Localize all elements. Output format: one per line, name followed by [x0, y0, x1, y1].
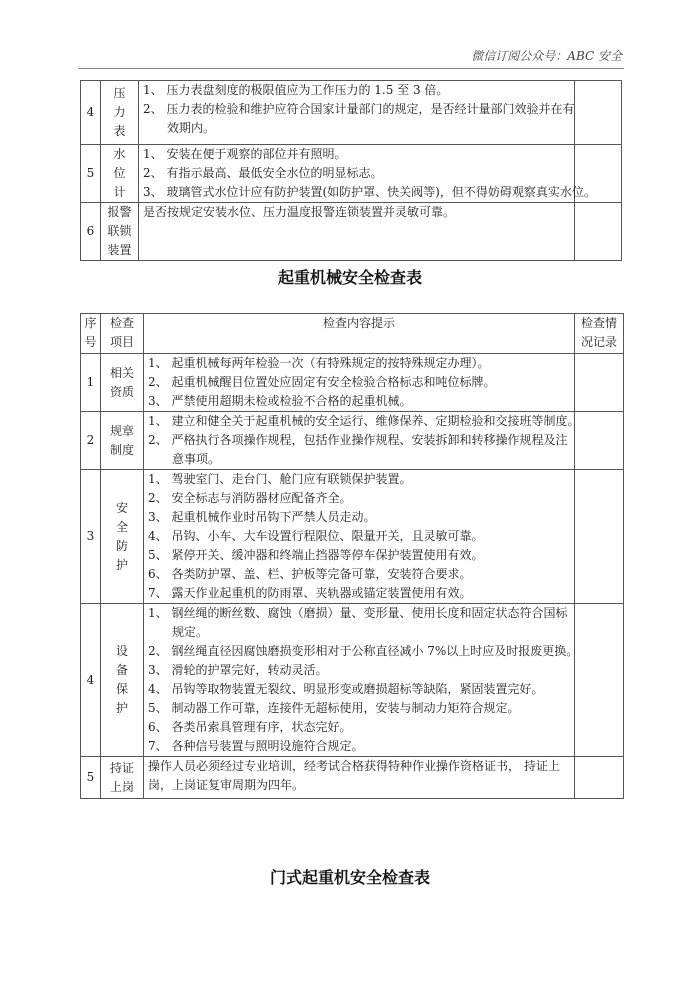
check-content-line: 6、 各类防护罩、盖、栏、护板等完备可靠，安装符合要求。 [148, 567, 472, 581]
check-item-text: 护 [115, 701, 128, 715]
crane-check-table [80, 313, 624, 799]
row-number: 4 [81, 604, 101, 757]
table-row [81, 412, 624, 470]
header-record: 检查情 况记录 [575, 314, 624, 354]
check-content-line: 3、 滑轮的护罩完好，转动灵活。 [148, 663, 328, 677]
check-content [139, 203, 575, 261]
row-number: 6 [81, 203, 101, 261]
check-content-line: 5、 制动器工作可靠，连接件无超标使用，安装与制动力矩符合规定。 [148, 701, 520, 715]
check-content-line: 4、 吊钩等取物装置无裂纹、明显形变或磨损超标等缺陷，紧固装置完好。 [148, 682, 544, 696]
check-item-text: 资质 [109, 384, 134, 399]
check-content-line: 2、 钢丝绳直径因腐蚀磨损变形相对于公称直径减小 7%以上时应及时报废更换。 [148, 644, 579, 658]
check-item-text: 保 [115, 682, 128, 696]
row-number: 3 [81, 470, 101, 604]
check-content [139, 81, 575, 145]
check-content-line: 1、 建立和健全关于起重机械的安全运行、维修保养、定期检验和交接班等制度。 [148, 414, 580, 428]
check-item [101, 604, 144, 757]
check-content-line: 3、 起重机械作业时吊钩下严禁人员走动。 [148, 510, 376, 524]
check-content-line: 3、 玻璃管式水位计应有防护装置(如防护罩、快关阀等)，但不得妨碍观察真实水位。 [143, 185, 596, 199]
check-content-line: 操作人员必须经过专业培训，经考试合格获得特种作业操作资格证书， 持证上 [148, 759, 560, 773]
check-item-text: 压 [113, 86, 126, 100]
check-item-text: 制度 [109, 442, 134, 457]
inspection-record-cell[interactable] [575, 81, 622, 145]
section-title-crane: 起重机械安全检查表 [277, 268, 422, 287]
check-content [144, 757, 575, 799]
check-content-line: 7、 露天作业起重机的防雨罩、夹轨器或锚定装置使用有效。 [148, 586, 472, 600]
check-item-text: 防 [115, 538, 128, 553]
check-content-line: 2、 有指示最高、最低安全水位的明显标志。 [143, 166, 383, 180]
check-content-line: 1、 钢丝绳的断丝数、腐蚀（磨损）量、变形量、使用长度和固定状态符合国标 [148, 606, 568, 620]
check-content-line: 是否按规定安装水位、压力温度报警连锁装置并灵敏可靠。 [143, 205, 456, 219]
check-item-text: 设 [115, 644, 128, 658]
table-row [81, 470, 624, 604]
check-item [101, 354, 144, 412]
table-header-row [81, 314, 624, 354]
check-item [101, 81, 139, 145]
check-content-line: 2、 安全标志与消防器材应配备齐全。 [148, 491, 352, 505]
section-title-gantry-crane: 门式起重机安全检查表 [269, 868, 430, 887]
check-content-line: 2、 起重机械醒目位置处应固定有安全检验合格标志和吨位标牌。 [148, 375, 496, 389]
row-number: 2 [81, 412, 101, 470]
table-row [81, 354, 624, 412]
inspection-record-cell[interactable] [575, 757, 624, 799]
row-number: 5 [81, 757, 101, 799]
check-item-text: 上岗 [109, 779, 134, 794]
inspection-record-cell[interactable] [575, 412, 624, 470]
check-content-line: 6、 各类吊索具管理有序，状态完好。 [148, 720, 352, 734]
inspection-record-cell[interactable] [575, 470, 624, 604]
check-item-text: 持证 [109, 760, 134, 775]
table-row [81, 757, 624, 799]
table-row [81, 145, 622, 203]
check-item-text: 规章 [109, 423, 134, 438]
header-divider [78, 68, 624, 69]
inspection-record-cell[interactable] [575, 604, 624, 757]
header-note: 微信订阅公众号：ABC 安全 [471, 49, 622, 63]
check-item-text: 联锁 [107, 224, 132, 238]
check-content-line: 3、 严禁使用超期未检或检验不合格的起重机械。 [148, 394, 412, 408]
check-item [101, 757, 144, 799]
check-content-line: 效期内。 [167, 121, 216, 135]
row-number: 4 [81, 81, 101, 145]
check-content-line: 规定。 [172, 625, 209, 639]
row-number: 5 [81, 145, 101, 203]
check-content [144, 604, 579, 757]
boiler-check-table-continued [80, 80, 622, 261]
check-item-text: 力 [113, 105, 126, 119]
table-row [81, 203, 622, 261]
row-number: 1 [81, 354, 101, 412]
check-content [144, 354, 575, 412]
check-content-line: 2、 严格执行各项操作规程，包括作业操作规程、安装拆卸和转移操作规程及注 [148, 433, 568, 447]
check-item-text: 水 [113, 147, 126, 161]
check-item [101, 145, 139, 203]
check-item-text: 相关 [109, 365, 134, 380]
inspection-record-cell[interactable] [575, 203, 622, 261]
check-content-line: 4、 吊钩、小车、大车设置行程限位、限量开关，且灵敏可靠。 [148, 529, 484, 543]
check-content-line: 1、 安装在便于观察的部位并有照明。 [143, 147, 347, 161]
check-item-text: 表 [113, 124, 126, 138]
check-item [101, 470, 144, 604]
inspection-record-cell[interactable] [575, 354, 624, 412]
table-row [81, 81, 622, 145]
check-content [144, 470, 575, 604]
check-item [101, 203, 139, 261]
check-content-line: 1、 驾驶室门、走台门、舱门应有联锁保护装置。 [148, 472, 412, 486]
check-item [101, 412, 144, 470]
table-row [81, 604, 624, 757]
check-content-line: 意事项。 [172, 452, 221, 466]
check-item-text: 装置 [107, 243, 132, 257]
header-item: 检查 项目 [101, 314, 144, 354]
check-item-text: 全 [115, 519, 128, 534]
check-item-text: 安 [115, 500, 128, 515]
check-content-line: 1、 起重机械每两年检验一次（有特殊规定的按特殊规定办理）。 [148, 356, 490, 370]
check-content-line: 2、 压力表的检验和维护应符合国家计量部门的规定，是否经计量部门效验并在有 [143, 102, 575, 116]
check-item-text: 护 [115, 557, 128, 572]
check-item-text: 备 [115, 663, 128, 677]
check-item-text: 报警 [107, 205, 132, 219]
check-content-line: 5、 紧停开关、缓冲器和终端止挡器等停车保护装置使用有效。 [148, 548, 484, 562]
header-num: 序 号 [81, 314, 101, 354]
check-content [139, 145, 596, 203]
check-content-line: 岗，上岗证复审周期为四年。 [148, 778, 305, 792]
check-content [144, 412, 580, 470]
check-content-line: 7、 各种信号装置与照明设施符合规定。 [148, 739, 364, 753]
check-item-text: 计 [113, 185, 126, 199]
check-content-line: 1、 压力表盘刻度的极限值应为工作压力的 1.5 至 3 倍。 [143, 83, 449, 97]
check-item-text: 位 [113, 166, 126, 180]
header-content: 检查内容提示 [144, 314, 575, 354]
